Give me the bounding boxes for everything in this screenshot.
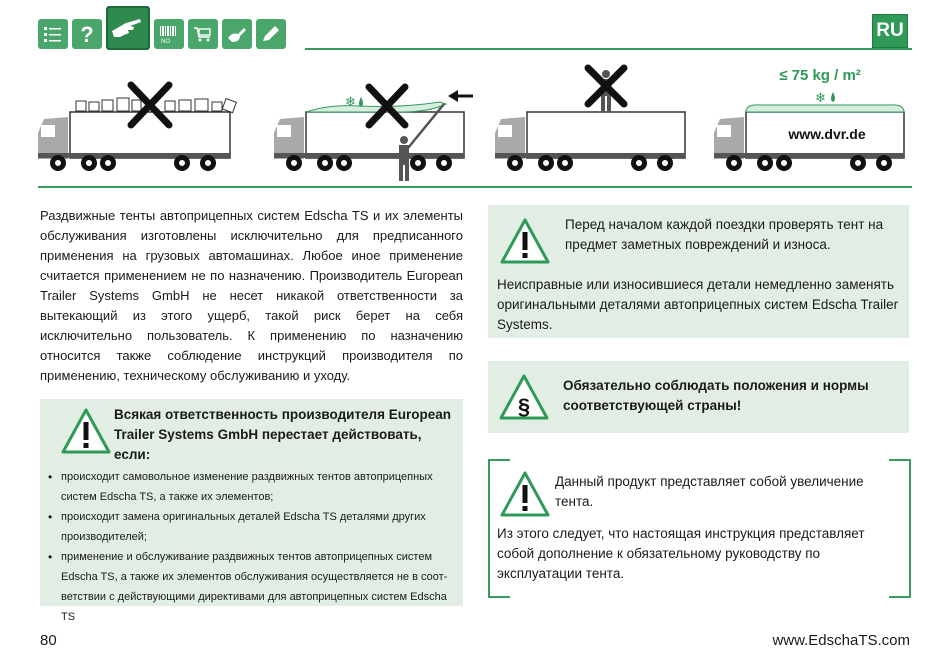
hand-pointer-icon[interactable] xyxy=(106,6,150,50)
illustration-divider xyxy=(38,186,912,188)
barcode-icon[interactable] xyxy=(154,19,184,49)
product-note-text: Данный продукт представляет собой увеличение тента. xyxy=(555,474,864,509)
supplement-note-text: Из этого следует, что настоящая инструкция представляет собой дополнение к обязательному руководству по эксплуатации тента. xyxy=(497,526,865,581)
truck-overloaded xyxy=(38,85,236,171)
header-divider xyxy=(305,48,912,50)
liability-warning-box xyxy=(40,399,463,623)
language-badge: RU xyxy=(872,14,908,48)
svg-text:§: § xyxy=(517,394,531,419)
product-note-box xyxy=(488,459,911,598)
pen-icon[interactable] xyxy=(256,19,286,49)
svg-text:❄: ❄ xyxy=(815,91,826,106)
warning-triangle-icon xyxy=(60,407,112,455)
liability-conditions-list xyxy=(46,467,460,627)
list-item: • применение и обслуживание раздвижных тентов автоприцепных систем Edscha TS, а также их элементов обслуживания осуществляется не в соот-ветствии с действующими директивами для автоприцепных систем Edscha TS xyxy=(46,547,460,627)
svg-text:?: ? xyxy=(80,23,94,45)
svg-text:❄: ❄ xyxy=(345,95,356,110)
warning-triangle-icon xyxy=(499,470,551,518)
list-item: • происходит замена оригинальных деталей Edscha TS деталями других производителей; xyxy=(46,507,460,547)
inspection-warning-box xyxy=(488,205,909,338)
inspection-text: Перед началом каждой поездки проверять тент на предмет заметных повреждений и износа. xyxy=(565,217,884,252)
cleaning-icon[interactable] xyxy=(222,19,252,49)
cart-icon[interactable] xyxy=(188,19,218,49)
paragraph-law-icon xyxy=(498,373,550,421)
truck-url-label: www.dvr.de xyxy=(788,126,866,142)
svg-text:NO: NO xyxy=(161,39,170,44)
list-icon[interactable] xyxy=(38,19,68,49)
page-number: 80 xyxy=(40,632,57,649)
footer-website: www.EdschaTS.com xyxy=(772,632,910,649)
nav-icon-bar xyxy=(38,6,286,49)
truck-snow-ok xyxy=(714,67,904,171)
truck-illustrations xyxy=(0,56,950,186)
liability-warning-title: Всякая ответственность производителя European Trailer Systems GmbH перестает действовать, если: xyxy=(114,407,452,462)
truck-snow-pushing xyxy=(274,87,473,181)
list-item: • происходит самовольное изменение раздвижных тентов автоприцепных систем Edscha TS, а также их элементов; xyxy=(46,467,460,507)
truck-person-on-roof xyxy=(495,68,685,171)
regulations-text: Обязательно соблюдать положения и нормы соответствующей страны! xyxy=(563,378,869,413)
replacement-text: Неисправные или износившиеся детали немедленно заменять оригинальными деталями автоприцепных систем Edscha Trailer Systems. xyxy=(497,277,899,332)
regulations-box xyxy=(488,361,909,433)
help-icon[interactable] xyxy=(72,19,102,49)
load-limit-label: ≤ 75 kg / m² xyxy=(779,67,861,84)
intended-use-text: Раздвижные тенты автоприцепных систем Edscha TS и их элементы обслуживания изготовлены исключительно для предписанного применения на грузовых автомашинах. Любое иное применение считается применением не по назначению. Производитель European Trailer Systems GmbH не несет никакой ответственности за вытекающий из этого ущерб, такой риск берет на себя исключительно пользователь. К применению по назначению относится также соблюдение инструкций производителя по применению, техническому обслуживанию и уходу. xyxy=(40,208,463,383)
warning-triangle-icon xyxy=(499,217,551,265)
